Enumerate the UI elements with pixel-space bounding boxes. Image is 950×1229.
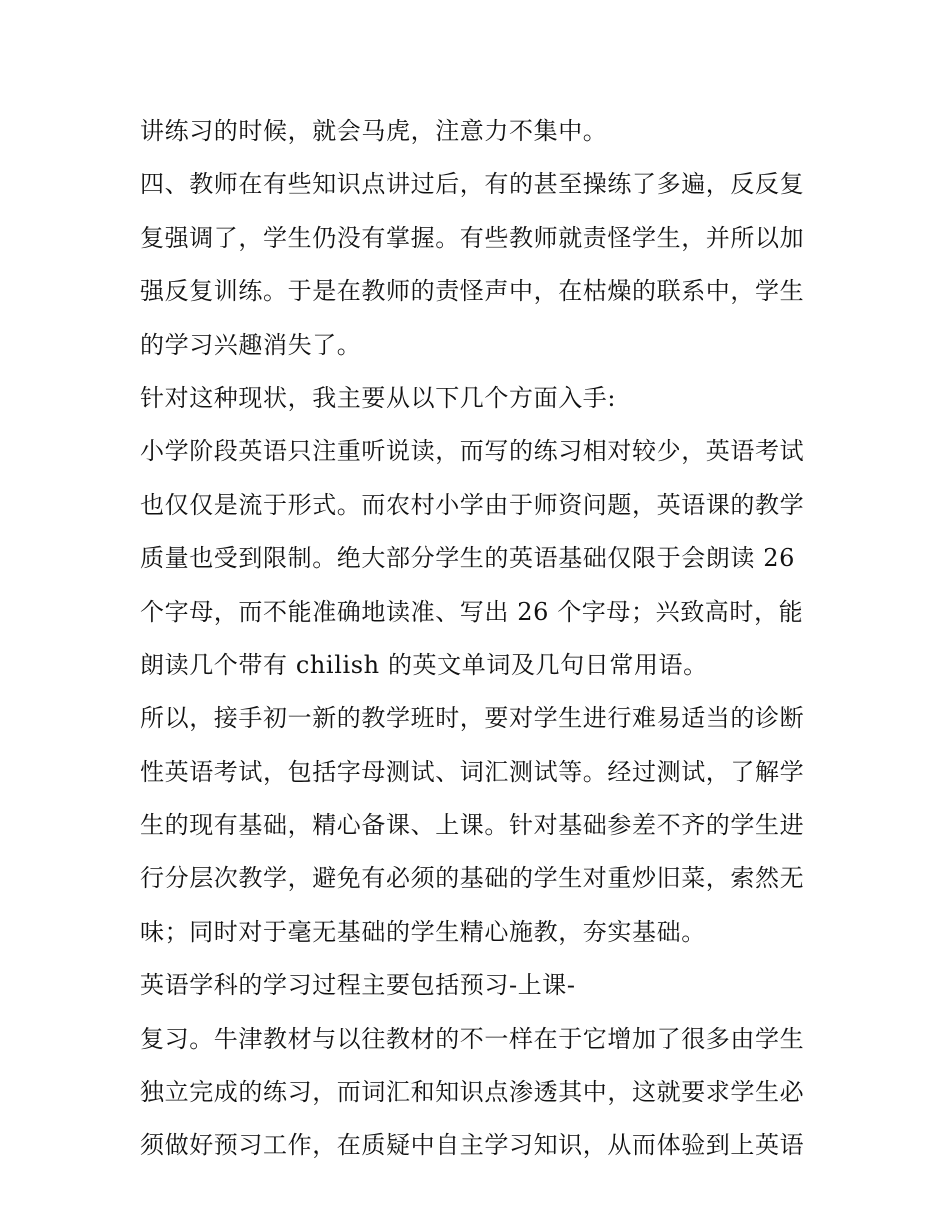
text-line: 针对这种现状，我主要从以下几个方面入手: (140, 383, 617, 412)
text-line: 强反复训练。于是在教师的责怪声中，在枯燥的联系中，学生 (140, 277, 805, 306)
text-line: 味；同时对于毫无基础的学生精心施教，夯实基础。 (140, 917, 706, 946)
document-body (140, 105, 820, 1173)
text-line: 行分层次教学，避免有必须的基础的学生对重炒旧菜，索然无 (140, 864, 805, 893)
text-line: 须做好预习工作，在质疑中自主学习知识，从而体验到上英语 (140, 1131, 805, 1160)
text-line: 英语学科的学习过程主要包括预习-上课- (140, 971, 576, 1000)
text-line: 质量也受到限制。绝大部分学生的英语基础仅限于会朗读 26 (140, 544, 795, 573)
text-line: 个字母，而不能准确地读准、写出 26 个字母；兴致高时，能 (140, 597, 804, 626)
text-line: 复强调了，学生仍没有掌握。有些教师就责怪学生，并所以加 (140, 223, 805, 252)
text-line: 四、教师在有些知识点讲过后，有的甚至操练了多遍，反反复 (140, 170, 805, 199)
text-line: 小学阶段英语只注重听说读，而写的练习相对较少，英语考试 (140, 437, 805, 466)
text-line: 生的现有基础，精心备课、上课。针对基础参差不齐的学生进 (140, 811, 805, 840)
text-line: 的学习兴趣消失了。 (140, 330, 362, 359)
text-line: 性英语考试，包括字母测试、词汇测试等。经过测试，了解学 (140, 757, 805, 786)
text-line: 独立完成的练习，而词汇和知识点渗透其中，这就要求学生必 (140, 1078, 805, 1107)
text-line: 也仅仅是流于形式。而农村小学由于师资问题，英语课的教学 (140, 490, 805, 519)
text-line: 讲练习的时候，就会马虎，注意力不集中。 (140, 117, 608, 145)
text-line: 朗读几个带有 chilish 的英文单词及几句日常用语。 (140, 650, 708, 679)
text-line: 所以，接手初一新的教学班时，要对学生进行难易适当的诊断 (140, 704, 805, 733)
text-line: 复习。牛津教材与以往教材的不一样在于它增加了很多由学生 (140, 1024, 805, 1053)
